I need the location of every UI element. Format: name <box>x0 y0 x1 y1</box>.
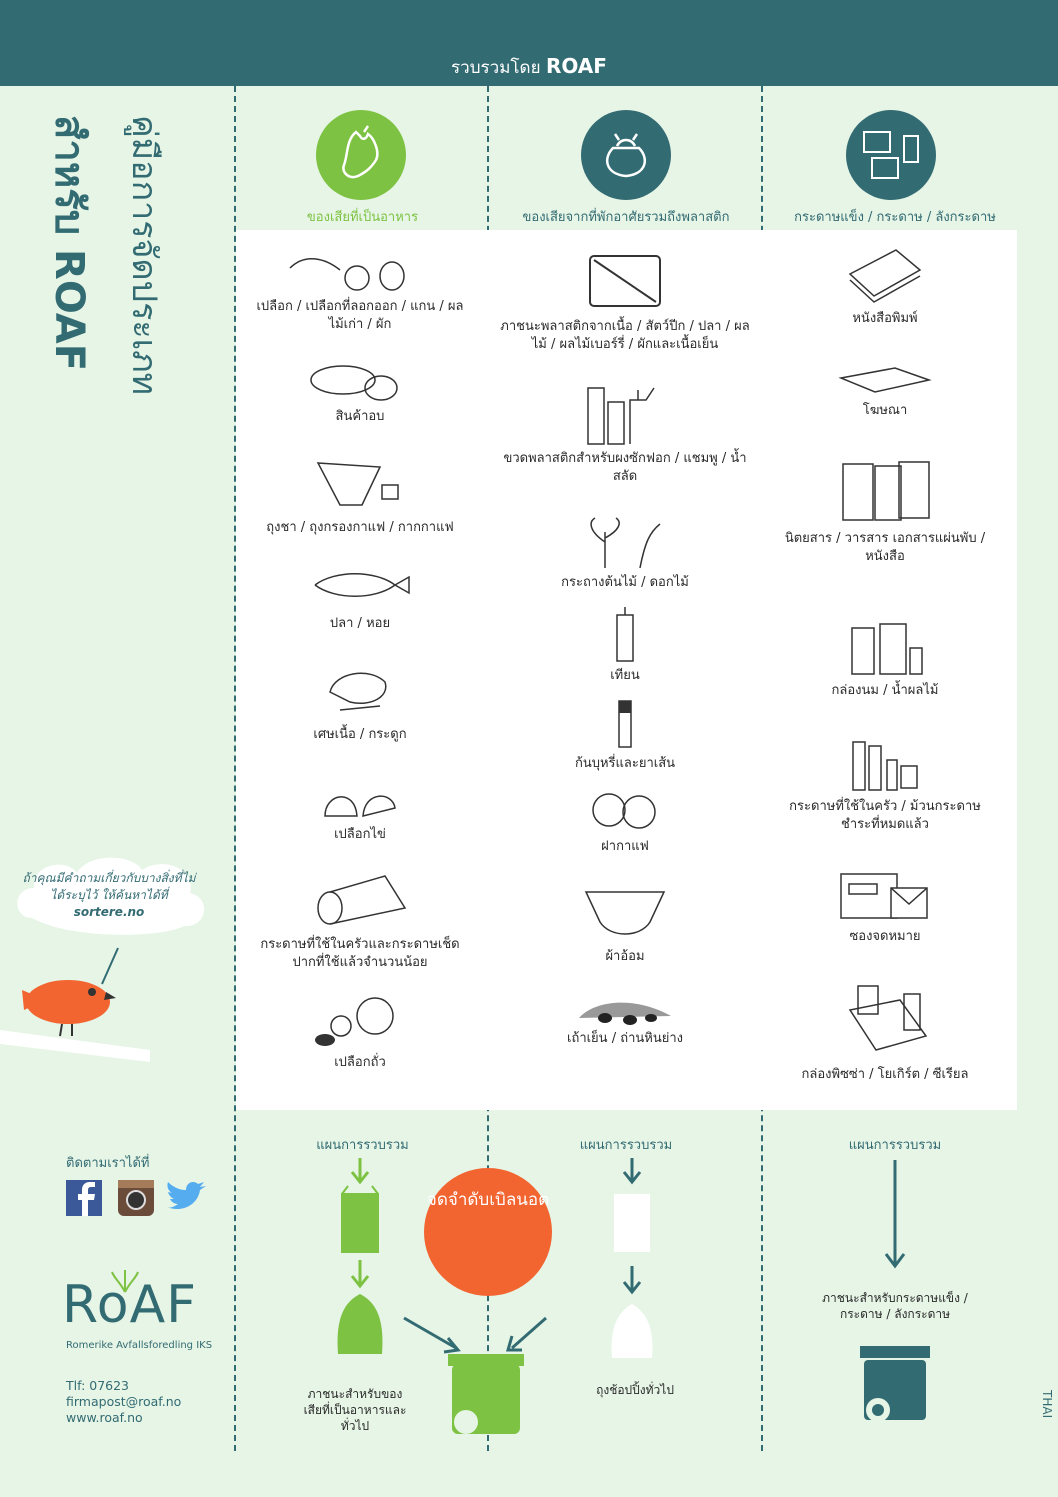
plastic-bottles-icon <box>580 380 670 446</box>
nutshell-icon <box>305 990 415 1050</box>
instagram-icon[interactable] <box>118 1180 154 1216</box>
plan-heading: แผนการรวบรวม <box>316 1138 409 1153</box>
roaf-logo: RoAF <box>62 1275 198 1335</box>
roaf-full-name: Romerike Avfallsforedling IKS <box>66 1340 213 1351</box>
list-item: ขวดพลาสติกสำหรับผงซักฟอก / แชมพู / น้ำสลัด <box>500 380 750 486</box>
contact-info <box>66 1378 181 1426</box>
advertising-icon <box>835 364 935 398</box>
phone: Tlf: 07623 <box>66 1378 130 1393</box>
food-waste-icon <box>316 110 406 200</box>
list-item: หนังสือพิมพ์ <box>775 244 995 328</box>
list-item: กล่องพิซซ่า / โยเกิร์ต / ซีเรียล <box>775 980 995 1084</box>
website-link[interactable]: www.roaf.no <box>66 1410 143 1425</box>
list-item: เถ้าเย็น / ถ่านหินย่าง <box>500 990 750 1048</box>
guide-title <box>40 115 190 445</box>
list-item: ซองจดหมาย <box>775 868 995 946</box>
list-item: เศษเนื้อ / กระดูก <box>250 662 470 744</box>
list-item: โฆษณา <box>775 364 995 420</box>
coffee-filter-icon <box>310 455 410 515</box>
plan-heading: แผนการรวบรวม <box>579 1138 673 1153</box>
social-icons <box>66 1178 216 1218</box>
residual-waste-icon <box>581 110 671 200</box>
list-item: เปลือก / เปลือกที่ลอกออก / แกน / ผลไม้เก่า / ผัก <box>250 248 470 334</box>
list-item: กระดาษที่ใช้ในครัวและกระดาษเช็ดปากที่ใช้แล้วจำนวนน้อย <box>250 868 470 972</box>
list-item: เปลือกไข่ <box>250 778 470 844</box>
cigarette-icon <box>605 697 645 751</box>
paper-bin-icon <box>856 1340 936 1424</box>
plastic-tray-icon <box>580 250 670 314</box>
plants-icon <box>580 512 670 570</box>
magazine-icon <box>835 458 935 526</box>
residual-bin-label: ถุงช้อปปิ้งทั่วไป <box>596 1383 674 1397</box>
list-item: กล่องนม / น้ำผลไม้ <box>775 618 995 700</box>
residual-waste-heading: ของเสียจากที่พักอาศัยรวมถึงพลาสติก <box>522 210 730 225</box>
food-waste-heading: ของเสียที่เป็นอาหาร <box>306 210 419 225</box>
twitter-icon[interactable] <box>166 1182 206 1209</box>
question-text: ถ้าคุณมีคำถามเกี่ยวกับบางสิ่งที่ไม่ได้ระบุไว้ ให้ค้นหาได้ที่ sortere.no <box>22 871 196 919</box>
diaper-icon <box>580 882 670 944</box>
email-link[interactable]: firmapost@roaf.no <box>66 1394 182 1409</box>
envelope-icon <box>835 868 935 924</box>
newspaper-icon <box>840 244 930 306</box>
paper-towel-icon <box>305 868 415 932</box>
food-bin-label: ภาชนะสำหรับของเสียที่เป็นอาหารและทั่วไป <box>303 1387 407 1433</box>
list-item: ก้นบุหรี่และยาเส้น <box>500 697 750 773</box>
paper-icon <box>846 110 936 200</box>
list-item: ฝากาแฟ <box>500 790 750 856</box>
list-item: ภาชนะพลาสติกจากเนื้อ / สัตว์ปีก / ปลา / ผลไม้ / ผลไม้เบอร์รี่ / ผักและเนื้อเย็น <box>500 250 750 354</box>
list-item: เทียน <box>500 605 750 685</box>
follow-label: ติดตามเราได้ที่ <box>66 1156 150 1171</box>
paper-roll-icon <box>845 736 925 794</box>
paper-heading: กระดาษแข็ง / กระดาษ / ลังกระดาษ <box>794 210 996 225</box>
language-tag: THAI <box>1040 1390 1054 1419</box>
guide-title-line2: สำหรับ ROAF <box>46 115 92 372</box>
ash-coal-icon <box>575 990 675 1026</box>
list-item: นิตยสาร / วารสาร เอกสารแผ่นพับ / หนังสือ <box>775 458 995 566</box>
list-item: เปลือกถั่ว <box>250 990 470 1072</box>
plan-heading: แผนการรวบรวม <box>848 1138 942 1153</box>
fish-icon <box>305 565 415 611</box>
list-item: สินค้าอบ <box>250 360 470 426</box>
org-name: ROAF <box>545 54 607 78</box>
list-item: ถุงชา / ถุงกรองกาแฟ / กากกาแฟ <box>250 455 470 537</box>
remember-double-knot-badge: จดจำดับเบิลนอต <box>424 1168 552 1296</box>
list-item: กระดาษที่ใช้ในครัว / ม้วนกระดาษชำระที่หมดแล้ว <box>775 736 995 834</box>
paper-bin-label: ภาชนะสำหรับกระดาษแข็ง / กระดาษ / ลังกระดาษ <box>822 1291 968 1321</box>
bird-illustration <box>0 940 160 1070</box>
fruit-peels-icon <box>285 248 435 294</box>
facebook-icon[interactable] <box>66 1180 102 1216</box>
sortere-link[interactable]: sortere.no <box>73 905 145 919</box>
list-item: กระถางต้นไม้ / ดอกไม้ <box>500 512 750 592</box>
eggshell-icon <box>315 778 405 822</box>
bread-icon <box>305 360 415 404</box>
milk-carton-icon <box>840 618 930 678</box>
paper-arrow <box>880 1158 910 1270</box>
list-item: ผ้าอ้อม <box>500 882 750 966</box>
candle-icon <box>605 605 645 663</box>
header-bar <box>0 0 1058 86</box>
residual-collection-diagram <box>600 1154 670 1384</box>
meat-bone-icon <box>310 662 410 722</box>
coffee-capsule-icon <box>585 790 665 834</box>
collected-by-label: รวบรวมโดย <box>451 58 541 78</box>
pizza-box-icon <box>830 980 940 1062</box>
leaf-logo-icon <box>110 1268 140 1294</box>
list-item: ปลา / หอย <box>250 565 470 633</box>
collected-by-title <box>0 54 1058 81</box>
guide-title-line1: คู่มือการจัดประเภท <box>124 115 164 396</box>
